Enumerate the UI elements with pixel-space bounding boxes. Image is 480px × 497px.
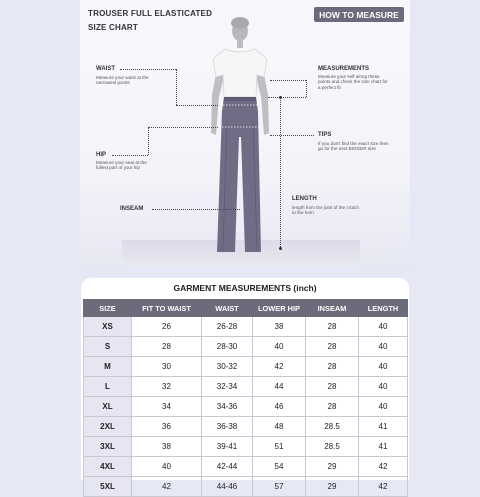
table-title: GARMENT MEASUREMENTS (inch) [173,283,317,293]
header-length: LENGTH [359,300,408,317]
chart-title: TROUSER FULL ELASTICATED [88,9,213,18]
length-cell: 40 [359,337,408,357]
inseam-cell: 29 [306,477,359,497]
measurements-leader-vertical [306,80,307,97]
table-row [84,437,408,457]
waist-cell: 44-46 [202,477,253,497]
lower-hip-cell: 46 [253,397,306,417]
waist-cell: 28-30 [202,337,253,357]
size-cell: M [84,357,132,377]
lower-hip-cell: 51 [253,437,306,457]
table-row [84,457,408,477]
inseam-cell: 28 [306,357,359,377]
size-cell: 5XL [84,477,132,497]
hip-leader-line [112,155,148,156]
length-cell: 40 [359,377,408,397]
model-head-icon [231,17,249,48]
length-cell: 42 [359,477,408,497]
measurements-label: MEASUREMENTS [318,66,370,72]
tips-description: If you don't find the exact size then go for the next BIGGER size [318,141,389,152]
header-inseam: INSEAM [306,300,359,317]
table-header-row [84,300,408,317]
header-size: SIZE [84,300,132,317]
size-cell: 2XL [84,417,132,437]
waist-label: WAIST [96,66,115,72]
header-waist: WAIST [202,300,253,317]
fit-to-waist-cell: 26 [132,317,202,337]
length-cell: 40 [359,397,408,417]
waist-cell: 39-41 [202,437,253,457]
lower-hip-cell: 48 [253,417,306,437]
table-row [84,477,408,497]
fit-to-waist-cell: 36 [132,417,202,437]
lower-hip-cell: 54 [253,457,306,477]
size-cell: 4XL [84,457,132,477]
lower-hip-cell: 40 [253,337,306,357]
length-cell: 41 [359,437,408,457]
lower-hip-cell: 38 [253,317,306,337]
table-row [84,317,408,337]
inseam-leader-line [152,209,240,210]
measurements-leader-end [268,97,306,98]
length-cell: 42 [359,457,408,477]
inseam-cell: 28 [306,397,359,417]
length-cell: 41 [359,417,408,437]
fit-to-waist-cell: 32 [132,377,202,397]
measurements-description: Measure your self along these points and check the size chart for a perfect fit [318,74,388,90]
lower-hip-cell: 44 [253,377,306,397]
waist-cell: 42-44 [202,457,253,477]
hip-leader-vertical [148,127,149,155]
model-tshirt-icon [213,49,267,97]
length-label: LENGTH [292,196,317,202]
length-cell: 40 [359,357,408,377]
how-to-measure-badge: HOW TO MEASURE [314,7,404,22]
inseam-cell: 28.5 [306,437,359,457]
hip-label: HIP [96,152,107,158]
waist-cell: 32-34 [202,377,253,397]
lower-hip-cell: 42 [253,357,306,377]
fit-to-waist-cell: 34 [132,397,202,417]
waist-description: Measure your waist at the narrowest points [96,75,149,86]
measurements-leader-line [270,80,306,81]
table-row [84,397,408,417]
inseam-cell: 28 [306,337,359,357]
waist-cell: 36-38 [202,417,253,437]
inseam-cell: 29 [306,457,359,477]
size-cell: XS [84,317,132,337]
inseam-cell: 28 [306,377,359,397]
inseam-label: INSEAM [120,206,144,212]
size-cell: 3XL [84,437,132,457]
fit-to-waist-cell: 42 [132,477,202,497]
table-row [84,337,408,357]
fit-to-waist-cell: 30 [132,357,202,377]
length-top-dot [279,96,282,99]
chart-subtitle: SIZE CHART [88,23,138,32]
waist-leader-line [120,69,176,70]
waist-leader-vertical [176,69,177,105]
inseam-cell: 28.5 [306,417,359,437]
size-table [83,299,408,497]
waist-cell: 30-32 [202,357,253,377]
inseam-cell: 28 [306,317,359,337]
trousers-icon [217,97,261,252]
table-row [84,417,408,437]
hip-leader-end [148,127,218,128]
table-row [84,357,408,377]
fit-to-waist-cell: 28 [132,337,202,357]
waist-cell: 26-28 [202,317,253,337]
fit-to-waist-cell: 40 [132,457,202,477]
lower-hip-cell: 57 [253,477,306,497]
waist-cell: 34-36 [202,397,253,417]
header-lower-hip: LOWER HIP [253,300,306,317]
tips-leader-line [270,135,314,136]
length-measure-line [280,97,281,249]
hip-description: Measure your seat at the fullest part of your hip [96,160,147,171]
length-cell: 40 [359,317,408,337]
waist-leader-end [176,105,218,106]
length-description: length from the joint of the crotch to the hem [292,205,359,216]
size-cell: XL [84,397,132,417]
table-row [84,377,408,397]
tips-label: TIPS [318,132,332,138]
length-bottom-dot [279,247,282,250]
size-cell: L [84,377,132,397]
header-fit-to-waist: FIT TO WAIST [132,300,202,317]
fit-to-waist-cell: 38 [132,437,202,457]
size-cell: S [84,337,132,357]
garment-measurements-card [81,278,409,491]
